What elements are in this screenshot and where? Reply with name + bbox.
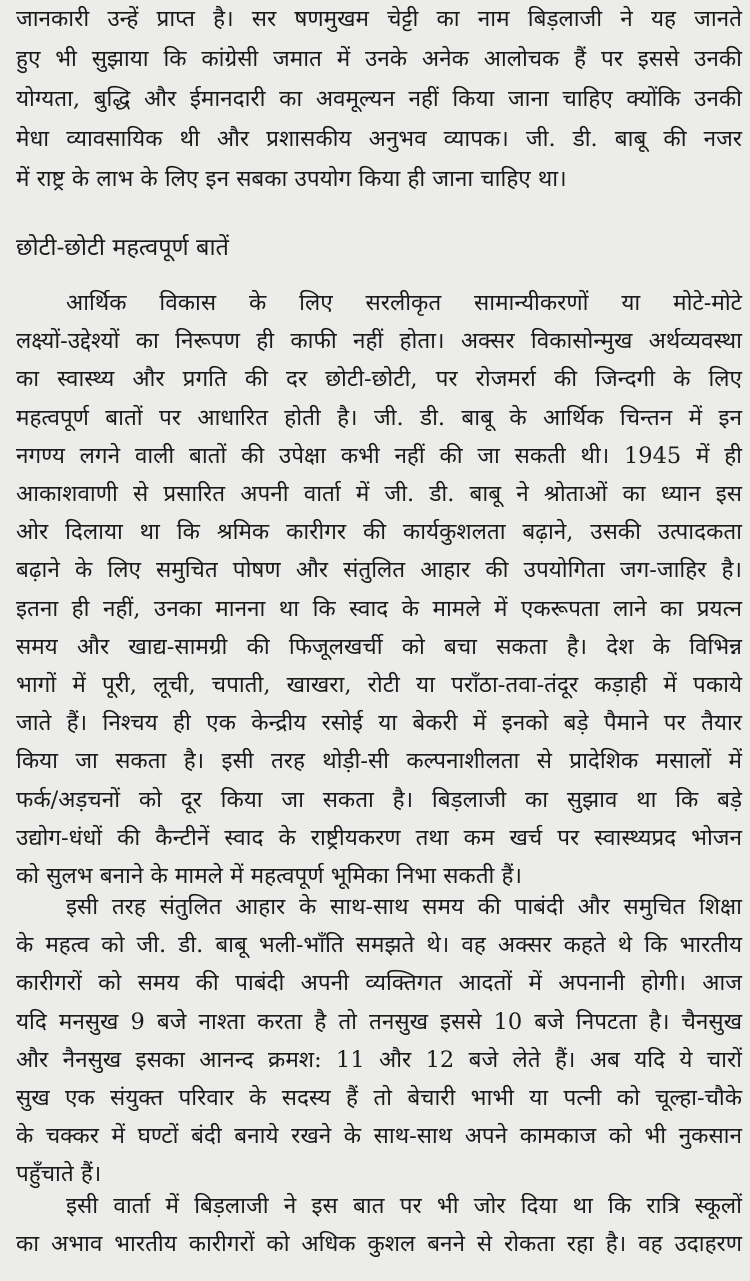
text-line: बढ़ाने के लिए समुचित पोषण और संतुलित आहार की उपयोगिता जग-जाहिर है। bbox=[16, 557, 742, 584]
text-line: आकाशवाणी से प्रसारित अपनी वार्ता में जी. डी. बाबू ने श्रोताओं का ध्यान इस bbox=[16, 481, 742, 507]
text-line: नगण्य लगने वाली बातों की उपेक्षा कभी नहीं की जा सकती थी। 1945 में ही bbox=[16, 442, 742, 469]
text-line: भागों में पूरी, लूची, चपाती, खाखरा, रोटी या पराँठा-तवा-तंदूर कड़ाही में पकाये bbox=[16, 672, 742, 698]
text-line: समय और खाद्य-सामग्री की फिजूलखर्ची को बचा सकता है। देश के विभिन्न bbox=[16, 633, 742, 660]
text-line: पहुँचाते हैं। bbox=[16, 1161, 102, 1188]
text-line: फर्क/अड़चनों को दूर किया जा सकता है। बिड़लाजी का सुझाव था कि बड़े bbox=[16, 786, 742, 813]
text-line: इतना ही नहीं, उनका मानना था कि स्वाद के मामले में एकरूपता लाने का प्रयत्न bbox=[16, 595, 742, 622]
text-line: ओर दिलाया था कि श्रमिक कारीगर की कार्यकुशलता बढ़ाने, उसकी उत्पादकता bbox=[16, 519, 742, 546]
text-line: यदि मनसुख 9 बजे नाश्ता करता है तो तनसुख इससे 10 बजे निपटता है। चैनसुख bbox=[16, 1008, 742, 1035]
text-line: लक्ष्यों-उद्देश्यों का निरूपण ही काफी नहीं होता। अक्सर विकासोन्मुख अर्थव्यवस्था bbox=[16, 328, 743, 355]
text-line: उद्योग-धंधों की कैन्टीनें स्वाद के राष्ट्रीयकरण तथा कम खर्च पर स्वास्थ्यप्रद भोजन bbox=[16, 824, 742, 851]
text-line: के चक्कर में घण्टों बंदी बनाये रखने के साथ-साथ अपने कामकाज को भी नुकसान bbox=[16, 1123, 742, 1150]
text-line: किया जा सकता है। इसी तरह थोड़ी-सी कल्पनाशीलता से प्रादेशिक मसालों में bbox=[16, 748, 742, 775]
text-line: जाते हैं। निश्चय ही एक केन्द्रीय रसोई या बेकरी में इनको बड़े पैमाने पर तैयार bbox=[16, 710, 742, 737]
text-line: हुए भी सुझाया कि कांग्रेसी जमात में उनके अनेक आलोचक हैं पर इससे उनकी bbox=[16, 46, 742, 72]
text-line: मेधा व्यावसायिक थी और प्रशासकीय अनुभव व्यापक। जी. डी. बाबू की नजर bbox=[16, 126, 742, 152]
text-line: महत्वपूर्ण बातों पर आधारित होती है। जी. डी. बाबू के आर्थिक चिन्तन में इन bbox=[16, 404, 742, 431]
text-line: और नैनसुख इसका आनन्द क्रमश: 11 और 12 बजे लेते हैं। अब यदि ये चारों bbox=[16, 1046, 742, 1073]
text-line: को सुलभ बनाने के मामले में महत्वपूर्ण भूमिका निभा सकती हैं। bbox=[16, 863, 522, 889]
text-line: कारीगरों को समय की पाबंदी अपनी व्यक्तिगत आदतों में अपनानी होगी। आज bbox=[16, 970, 742, 997]
text-line: आर्थिक विकास के लिए सरलीकृत सामान्यीकरणों या मोटे-मोटे bbox=[66, 290, 742, 316]
section-heading: छोटी-छोटी महत्वपूर्ण बातें bbox=[16, 233, 229, 261]
text-line: योग्यता, बुद्धि और ईमानदारी का अवमूल्यन नहीं किया जाना चाहिए क्योंकि उनकी bbox=[16, 86, 742, 112]
text-line: इसी वार्ता में बिड़लाजी ने इस बात पर भी जोर दिया था कि रात्रि स्कूलों bbox=[66, 1193, 742, 1219]
text-line: जानकारी उन्हें प्राप्त है। सर षणमुखम चेट्टी का नाम बिड़लाजी ने यह जानते bbox=[16, 6, 742, 32]
text-line: के महत्व को जी. डी. बाबू भली-भाँति समझते थे। वह अक्सर कहते थे कि भारतीय bbox=[16, 932, 742, 959]
text-line: का अभाव भारतीय कारीगरों को अधिक कुशल बनने से रोकता रहा है। वह उदाहरण bbox=[16, 1231, 742, 1257]
text-line: इसी तरह संतुलित आहार के साथ-साथ समय की पाबंदी और समुचित शिक्षा bbox=[66, 894, 742, 920]
text-line: का स्वास्थ्य और प्रगति की दर छोटी-छोटी, पर रोजमर्रा की जिन्दगी के लिए bbox=[16, 366, 742, 393]
text-line: में राष्ट्र के लाभ के लिए इन सबका उपयोग किया ही जाना चाहिए था। bbox=[16, 166, 567, 192]
text-line: सुख एक संयुक्त परिवार के सदस्य हैं तो बेचारी भाभी या पत्नी को चूल्हा-चौके bbox=[16, 1085, 742, 1111]
